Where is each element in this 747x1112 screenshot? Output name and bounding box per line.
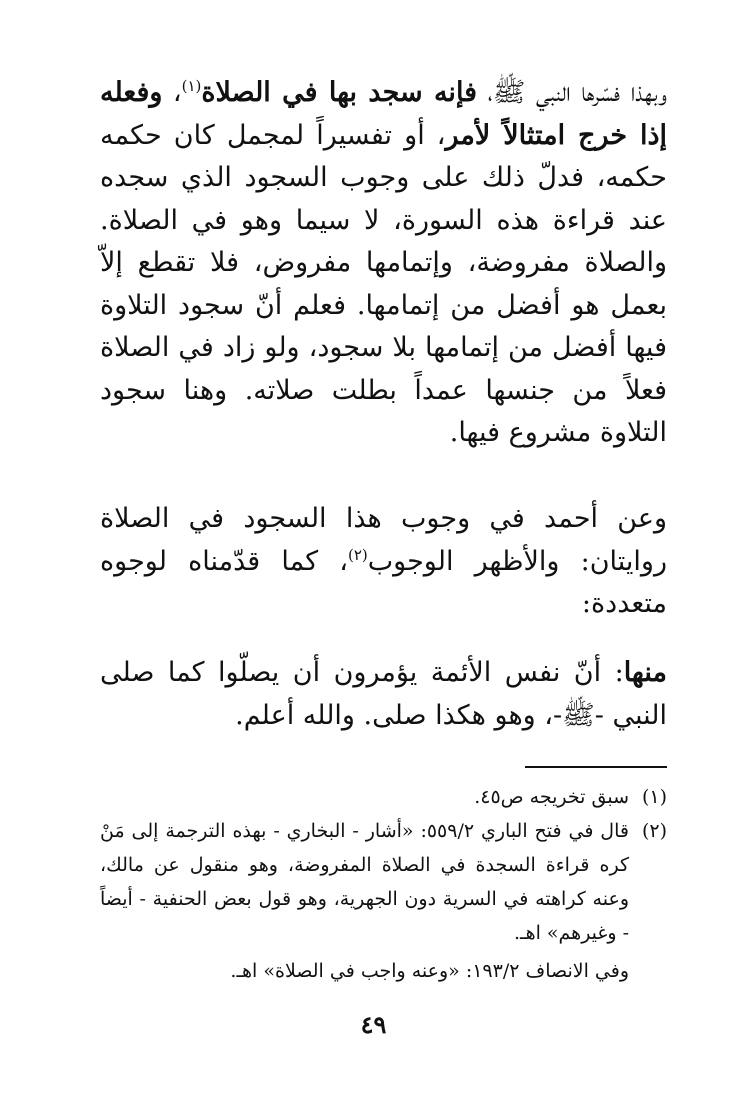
footnote-text: سبق تخريجه ص٤٥. <box>474 786 629 808</box>
footnote-body <box>100 780 629 814</box>
footnote-number: (٢) <box>641 820 667 842</box>
footnote-ref-1: (١) <box>181 77 202 95</box>
footnote-text: قال في فتح الباري ٥٥٩/٢: «أشار - البخاري - بهذه الترجمة إلى مَنْ كره قراءة السجدة في الصلاة المفروضة، وهو منقول عن مالك، وعنه كراهته في السرية دون الجهرية، وهو قول بعض الحنفية - أيضاً - وغيرهم» اهـ. <box>100 820 629 944</box>
p3-text-b: : أنّ نفس الأئمة يؤمرون أن يصلّوا كما صلى النبي -ﷺ-، وهو هكذا صلى. والله أعلم. <box>100 657 667 731</box>
footnote-body <box>100 814 629 988</box>
p2-text-c: ، كما قدّمناه لوجوه متعددة: <box>100 545 667 619</box>
paragraph-1 <box>100 72 667 455</box>
p1-text-a: وبهذا فسّرها النبي ﷺ، <box>477 77 668 108</box>
p1-bold-prostration: فإنه سجد بها في الصلاة <box>201 77 478 108</box>
p1-text-f: ، أو تفسيراً لمجمل كان حكمه حكمه، فدلّ ذلك على وجوب السجود الذي سجده عند قراءة هذه السورة، لا سيما وهو في الصلاة. والصلاة مفروضة، وإتمامها مفروض، فلا تقطع إلاّ بعمل هو أفضل من إتمامها. فعلم أنّ سجود التلاوة فيها أفضل من إتمامها بلا سجود، ولو زاد في الصلاة فعلاً من جنسها عمداً بطلت صلاته. وهنا سجود التلاوة مشروع فيها. <box>100 119 667 448</box>
paragraph-2 <box>100 498 667 626</box>
p1-bold-command: وفعله إذا خرج امتثالاً لأمر <box>100 77 667 151</box>
paragraph-3 <box>100 652 667 737</box>
footnote-1 <box>100 780 667 814</box>
page-number: ٤٩ <box>360 1010 387 1039</box>
footnotes-section <box>100 780 667 988</box>
p3-bold-minha: منها <box>623 657 667 688</box>
footnote-2 <box>100 814 667 988</box>
p1-text-d: ، <box>162 77 182 108</box>
footnote-extra-text: وفي الانصاف ١٩٣/٢: «وعنه واجب في الصلاة» اهـ. <box>230 960 629 982</box>
footnote-separator <box>525 766 667 768</box>
p2-text-a: وعن أحمد في وجوب هذا السجود في الصلاة روايتان: والأظهر الوجوب <box>100 503 667 577</box>
footnote-ref-2: (٢) <box>347 545 368 564</box>
footnote-number: (١) <box>641 786 667 808</box>
